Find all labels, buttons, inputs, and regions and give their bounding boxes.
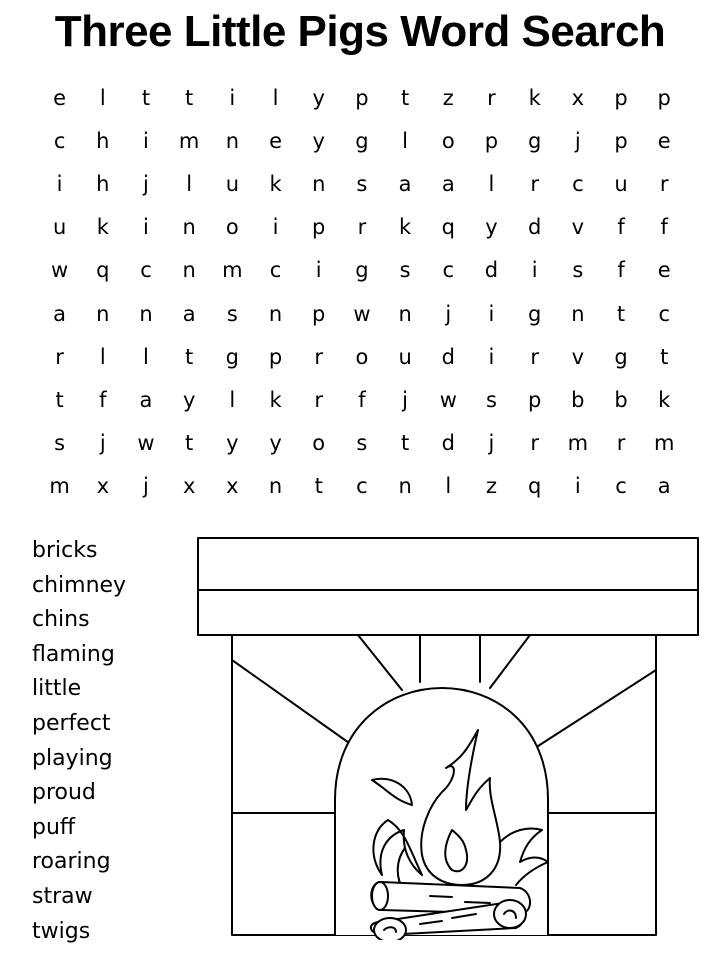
grid-letter: x — [226, 474, 239, 499]
grid-letter: n — [398, 474, 412, 499]
grid-letter: e — [657, 258, 671, 283]
grid-letter: r — [55, 344, 64, 369]
grid-letter: c — [572, 171, 584, 196]
grid-letter: l — [488, 171, 495, 196]
letter-grid — [38, 76, 686, 508]
grid-letter: r — [314, 344, 324, 369]
grid-letter: i — [531, 258, 538, 283]
mantel-bottom — [198, 590, 698, 635]
grid-letter: k — [269, 387, 282, 412]
word-list-item: little — [32, 676, 82, 702]
grid-letter: v — [571, 215, 585, 240]
grid-letter: l — [143, 344, 149, 369]
log-front-end-left — [374, 918, 406, 940]
grid-letter: e — [657, 128, 671, 153]
grid-letter: s — [485, 387, 497, 412]
grid-letter: s — [572, 258, 584, 283]
grid-letter: v — [571, 344, 585, 369]
grid-letter: i — [272, 215, 279, 240]
grid-letter: l — [186, 171, 193, 196]
grid-letter: t — [55, 387, 64, 412]
grid-letter: n — [312, 171, 326, 196]
grid-letter: n — [225, 128, 239, 153]
grid-letter: t — [400, 85, 410, 110]
grid-letter: f — [617, 258, 625, 283]
grid-letter: k — [399, 215, 412, 240]
grid-letter: l — [99, 85, 106, 110]
grid-letter: f — [617, 215, 625, 240]
grid-letter: x — [182, 474, 196, 499]
grid-letter: a — [398, 171, 412, 196]
grid-letter: f — [660, 215, 668, 240]
grid-letter: j — [143, 171, 149, 196]
grid-letter: q — [441, 215, 455, 240]
grid-letter: p — [614, 85, 628, 110]
grid-letter: l — [99, 344, 106, 369]
grid-letter: m — [178, 128, 200, 153]
grid-letter: k — [269, 171, 282, 196]
grid-letter: q — [96, 258, 110, 283]
grid-letter: j — [402, 387, 409, 412]
grid-letter: j — [445, 301, 452, 326]
grid-letter: o — [225, 215, 239, 240]
grid-letter: a — [53, 301, 67, 326]
grid-letter: s — [54, 431, 66, 456]
grid-letter: i — [488, 344, 495, 369]
grid-letter: n — [268, 301, 283, 326]
grid-letter: k — [96, 215, 109, 240]
grid-letter: r — [659, 171, 669, 196]
word-list-item: roaring — [32, 849, 111, 875]
grid-letter: j — [99, 431, 106, 456]
log-front-end-right — [494, 900, 526, 928]
grid-letter: i — [143, 215, 149, 240]
grid-letter: t — [314, 474, 323, 499]
grid-letter: z — [442, 85, 454, 110]
grid-letter: w — [353, 301, 371, 326]
grid-letter: i — [229, 85, 236, 110]
word-list-item: playing — [32, 745, 113, 771]
grid-letter: m — [567, 431, 589, 456]
grid-letter: i — [315, 258, 322, 283]
grid-letter: p — [268, 344, 283, 369]
grid-letter: a — [441, 171, 455, 196]
word-list-item: chins — [32, 607, 90, 633]
word-list-item: chimney — [32, 572, 127, 598]
grid-letter: g — [614, 344, 628, 369]
grid-letter: n — [139, 301, 153, 326]
grid-letter: s — [356, 171, 368, 196]
grid-letter: r — [487, 85, 496, 110]
grid-letter: b — [571, 387, 585, 412]
grid-letter: g — [225, 344, 240, 369]
grid-letter: m — [49, 474, 70, 499]
grid-letter: j — [488, 431, 495, 456]
grid-letter: d — [441, 431, 455, 456]
fireplace-illustration — [190, 530, 710, 940]
grid-letter: q — [527, 474, 542, 499]
grid-letter: u — [225, 171, 239, 196]
grid-letter: f — [99, 387, 107, 412]
grid-letter: n — [182, 258, 196, 283]
grid-letter: m — [653, 431, 675, 456]
grid-letter: g — [355, 128, 369, 153]
grid-letter: r — [616, 431, 626, 456]
grid-letter: e — [269, 128, 282, 153]
grid-letter: t — [141, 85, 151, 110]
word-list-item: bricks — [32, 538, 98, 563]
grid-letter: n — [96, 301, 110, 326]
word-list-item: puff — [32, 814, 76, 840]
grid-letter: r — [357, 215, 367, 240]
grid-letter: u — [398, 344, 412, 369]
grid-letter: g — [527, 128, 542, 153]
grid-letter: o — [441, 128, 455, 153]
grid-letter: t — [616, 301, 626, 326]
grid-letter: p — [312, 301, 326, 326]
grid-letter: o — [312, 431, 326, 456]
grid-letter: i — [56, 171, 63, 196]
grid-letter: t — [185, 344, 194, 369]
grid-letter: g — [527, 301, 542, 326]
grid-letter: p — [614, 128, 628, 153]
grid-letter: r — [530, 171, 539, 196]
grid-letter: e — [53, 85, 67, 110]
grid-letter: w — [137, 431, 155, 456]
grid-letter: g — [355, 258, 369, 283]
grid-letter: o — [355, 344, 369, 369]
grid-letter: n — [398, 301, 412, 326]
grid-letter: m — [222, 258, 243, 283]
grid-letter: j — [143, 474, 149, 499]
grid-letter: u — [52, 215, 67, 240]
grid-letter: s — [226, 301, 238, 326]
grid-letter: h — [96, 171, 110, 196]
grid-letter: c — [442, 258, 455, 283]
grid-letter: i — [143, 128, 149, 153]
grid-letter: y — [485, 215, 498, 240]
grid-letter: p — [312, 215, 326, 240]
grid-letter: z — [485, 474, 497, 499]
mantel-top — [198, 538, 698, 590]
grid-letter: n — [182, 215, 196, 240]
grid-letter: i — [574, 474, 581, 499]
grid-letter: r — [530, 344, 539, 369]
grid-letter: a — [139, 387, 153, 412]
grid-letter: l — [445, 474, 452, 499]
grid-letter: a — [657, 474, 671, 499]
grid-letter: t — [185, 85, 194, 110]
grid-letter: y — [312, 128, 325, 153]
grid-letter: x — [571, 85, 585, 110]
grid-letter: f — [358, 387, 366, 412]
grid-letter: d — [441, 344, 455, 369]
grid-letter: r — [314, 387, 324, 412]
word-list-item: twigs — [32, 918, 91, 944]
grid-letter: p — [355, 85, 369, 110]
grid-letter: p — [527, 387, 542, 412]
grid-letter: c — [356, 474, 368, 499]
grid-letter: y — [226, 431, 239, 456]
grid-letter: n — [571, 301, 585, 326]
word-list — [32, 534, 126, 949]
grid-letter: s — [356, 431, 368, 456]
grid-letter: b — [614, 387, 628, 412]
grid-letter: j — [574, 128, 581, 153]
grid-letter: a — [182, 301, 196, 326]
grid-letter: c — [658, 301, 670, 326]
log-back-end — [372, 882, 388, 910]
word-list-item: proud — [32, 780, 96, 806]
grid-letter: t — [185, 431, 194, 456]
grid-letter: w — [439, 387, 457, 412]
grid-letter: l — [402, 128, 409, 153]
grid-letter: w — [51, 258, 69, 283]
grid-letter: k — [658, 387, 671, 412]
grid-letter: c — [615, 474, 627, 499]
grid-letter: h — [96, 128, 110, 153]
word-list-item: perfect — [32, 710, 111, 736]
grid-letter: s — [399, 258, 411, 283]
grid-letter: d — [527, 215, 542, 240]
grid-letter: y — [269, 431, 282, 456]
grid-letter: k — [528, 85, 541, 110]
grid-letter: y — [312, 85, 325, 110]
grid-letter: u — [614, 171, 628, 196]
word-list-item: flaming — [32, 641, 115, 667]
grid-letter: p — [657, 85, 671, 110]
grid-letter: t — [660, 344, 669, 369]
grid-letter: c — [269, 258, 282, 283]
grid-letter: t — [400, 431, 410, 456]
grid-letter: i — [488, 301, 495, 326]
grid-letter: c — [53, 128, 66, 153]
grid-letter: r — [530, 431, 539, 456]
grid-letter: p — [484, 128, 499, 153]
grid-letter: y — [182, 387, 196, 412]
grid-letter: x — [96, 474, 109, 499]
grid-letter: c — [140, 258, 152, 283]
grid-letter: n — [268, 474, 283, 499]
word-list-item: straw — [32, 883, 93, 909]
grid-letter: l — [272, 85, 279, 110]
page-title: Three Little Pigs Word Search — [54, 7, 666, 56]
grid-letter: d — [484, 258, 499, 283]
grid-letter: l — [229, 387, 236, 412]
